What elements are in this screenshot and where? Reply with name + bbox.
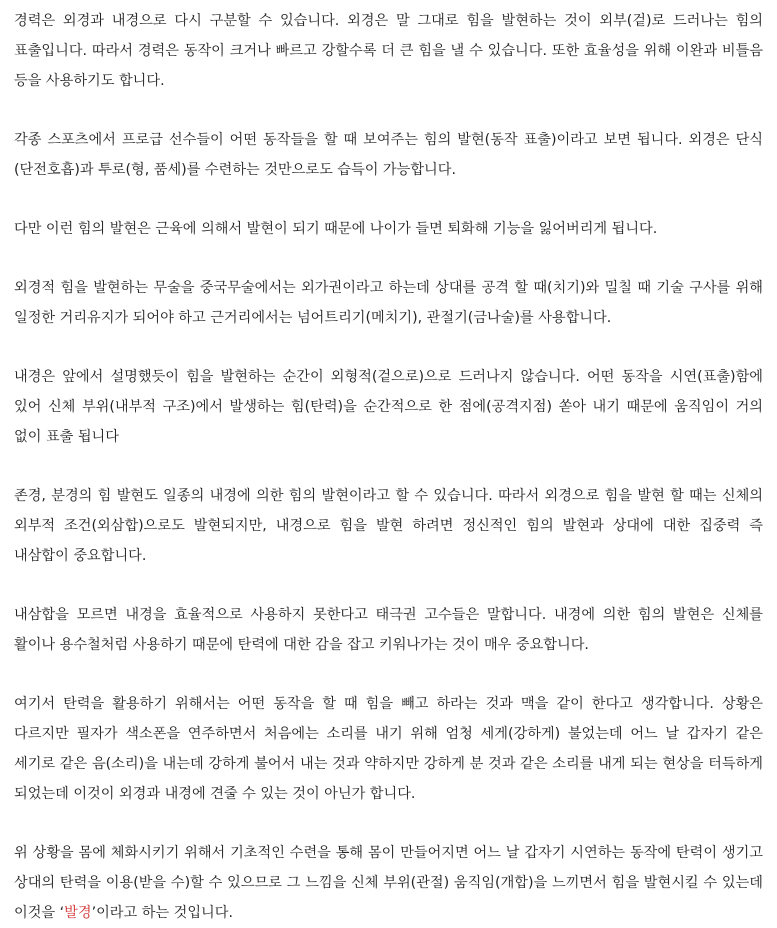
paragraph-5: 내경은 앞에서 설명했듯이 힘을 발현하는 순간이 외형적(겉으로)으로 드러나지 않습니다. 어떤 동작을 시연(표출)함에 있어 신체 부위(내부적 구조)에서 발생하는 힘(탄력)을 순간적으로 한 점에(공격지점) 쏟아 내기 때문에 움직임이 거의 없이 표출 됩니다 xyxy=(14,369,763,445)
paragraph-9-text-after: ’이라고 하는 것입니다. xyxy=(91,905,233,921)
paragraph-8: 여기서 탄력을 활용하기 위해서는 어떤 동작을 할 때 힘을 빼고 하라는 것과 맥을 같이 한다고 생각합니다. 상황은 다르지만 필자가 색소폰을 연주하면서 처음에는 소리를 내기 위해 엄청 세게(강하게) 불었는데 어느 날 갑자기 같은 세기로 같은 음(소리)을 내는데 강하게 불어서 내는 것과 약하지만 강하게 분 것과 같은 소리를 내게 되는 현상을 터득하게 되었는데 이것이 외경과 내경에 견줄 수 있는 것이 아닌가 합니다. xyxy=(14,696,763,802)
paragraph-1: 경력은 외경과 내경으로 다시 구분할 수 있습니다. 외경은 말 그대로 힘을 발현하는 것이 외부(겉)로 드러나는 힘의 표출입니다. 따라서 경력은 동작이 크거나 빠르고 강할수록 더 큰 힘을 낼 수 있습니다. 또한 효율성을 위해 이완과 비틀음 등을 사용하기도 합니다. xyxy=(14,13,763,89)
paragraph-2: 각종 스포츠에서 프로급 선수들이 어떤 동작들을 할 때 보여주는 힘의 발현(동작 표출)이라고 보면 됩니다. 외경은 단식(단전호흡)과 투로(형, 품세)를 수련하는 것만으로도 습득이 가능합니다. xyxy=(14,132,763,178)
paragraph-3: 다만 이런 힘의 발현은 근육에 의해서 발현이 되기 때문에 나이가 들면 퇴화해 기능을 잃어버리게 됩니다. xyxy=(14,221,658,237)
paragraph-9-text-before: 위 상황을 몸에 체화시키기 위해서 기초적인 수련을 통해 몸이 만들어지면 어느 날 갑자기 시연하는 동작에 탄력이 생기고 상대의 탄력을 이용(받을 수)할 수 있으므로 그 느낌을 신체 부위(관절) 움직임(개합)을 느끼면서 힘을 발현시킬 수 있는데 이것을 ‘ xyxy=(14,845,763,921)
highlighted-term: 발경 xyxy=(64,905,92,921)
paragraph-7: 내삼합을 모르면 내경을 효율적으로 사용하지 못한다고 태극권 고수들은 말합니다. 내경에 의한 힘의 발현은 신체를 활이나 용수철처럼 사용하기 때문에 탄력에 대한 감을 잡고 키워나가는 것이 매우 중요합니다. xyxy=(14,607,763,653)
paragraph-9 xyxy=(14,838,763,928)
paragraph-4: 외경적 힘을 발현하는 무술을 중국무술에서는 외가권이라고 하는데 상대를 공격 할 때(치기)와 밀칠 때 기술 구사를 위해 일정한 거리유지가 되어야 하고 근거리에서는 넘어트리기(메치기), 관절기(금나술)를 사용합니다. xyxy=(14,280,763,326)
paragraph-6: 존경, 분경의 힘 발현도 일종의 내경에 의한 힘의 발현이라고 할 수 있습니다. 따라서 외경으로 힘을 발현 할 때는 신체의 외부적 조건(외삼합)으로도 발현되지만, 내경으로 힘을 발현 하려면 정신적인 힘의 발현과 상대에 대한 집중력 즉 내삼합이 중요합니다. xyxy=(14,488,763,564)
